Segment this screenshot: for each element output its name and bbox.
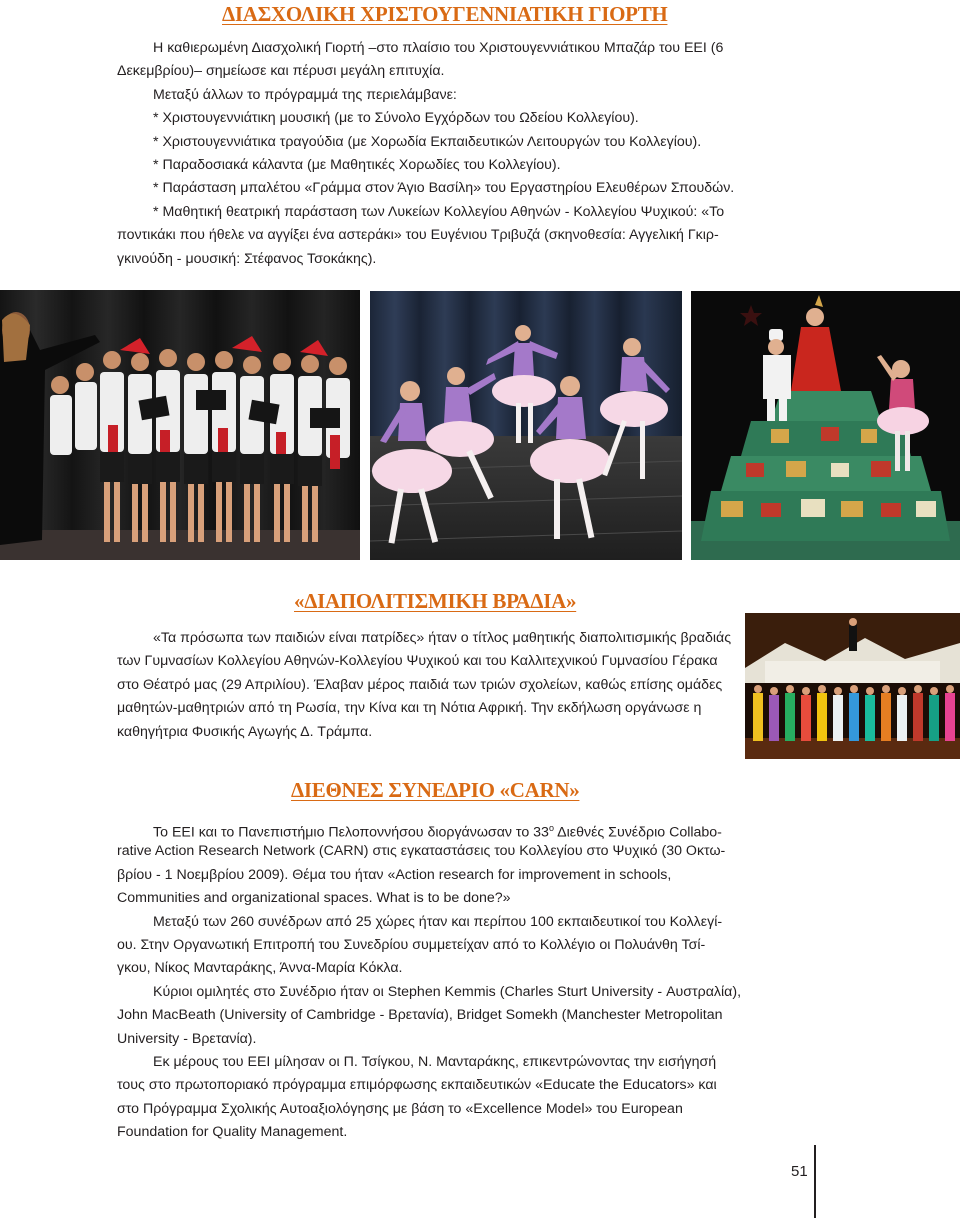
text-line: John MacBeath (University of Cambridge - Βρετανία), Bridget Somekh (Manchester Metropolitan: [117, 1007, 723, 1024]
text-line: rative Action Research Network (CARN) στις εγκαταστάσεις του Κολλεγίου στο Ψυχικό (30 Οκτω-: [117, 843, 726, 860]
text-line: Η καθιερωμένη Διασχολική Γιορτή –στο πλαίσιο του Χριστουγεννιάτικου Μπαζάρ του ΕΕΙ (6: [153, 40, 724, 56]
page-number-rule: [814, 1145, 816, 1218]
text-line: «Τα πρόσωπα των παιδιών είναι πατρίδες» ήταν ο τίτλος μαθητικής διαπολιτισμικής βραδιάς: [153, 630, 732, 646]
text-line: βρίου - 1 Νοεμβρίου 2009). Θέμα του ήταν «Action research for improvement in schools,: [117, 866, 672, 883]
list-item: * Παράσταση μπαλέτου «Γράμμα στον Άγιο Βασίλη» του Εργαστηρίου Ελευθέρων Σπουδών.: [153, 180, 735, 197]
text-line: στο Πρόγραμμα Σχολικής Αυτοαξιολόγησης με βάση το «Excellence Model» του European: [117, 1100, 683, 1117]
choir-photo: [0, 290, 360, 560]
text-line: [117, 817, 730, 840]
text-line: των Γυμνασίων Κολλεγίου Αθηνών-Κολλεγίου Ψυχικού και του Καλλιτεχνικού Γυμνασίου Γέρακα: [117, 653, 718, 670]
text-line: University - Βρετανία).: [117, 1030, 257, 1047]
section-title-intercultural-evening: «ΔΙΑΠΟΛΙΤΙΣΜΙΚΗ ΒΡΑΔΙΑ»: [294, 589, 577, 613]
text-line: Εκ μέρους του ΕΕΙ μίλησαν οι Π. Τσίγκου, Ν. Μανταράκης, επικεντρώνοντας την εισήγησή: [153, 1053, 717, 1070]
ballet-photo: [370, 291, 682, 560]
section-title-carn-conference: ΔΙΕΘΝΕΣ ΣΥΝΕΔΡΙΟ «CARN»: [291, 778, 580, 802]
intercultural-evening-text: [117, 627, 730, 744]
text-line: γκινούδη - μουσική: Στέφανος Τσοκάκης).: [117, 250, 377, 267]
list-item: * Χριστουγεννιάτικη μουσική (με το Σύνολο Εγχόρδων του Ωδείου Κολλεγίου).: [153, 110, 639, 127]
text-line: καθηγήτρια Φυσικής Αγωγής Δ. Τράμπα.: [117, 723, 373, 740]
text-line: Μεταξύ άλλων το πρόγραμμά της περιελάμβανε:: [153, 86, 457, 103]
text-line: Communities and organizational spaces. What is to be done?»: [117, 890, 511, 907]
section-title-christmas-celebration: ΔΙΑΣΧΟΛΙΚΗ ΧΡΙΣΤΟΥΓΕΝΝΙΑΤΙΚΗ ΓΙΟΡΤΗ: [222, 2, 668, 26]
superscript-ordinal: ο: [548, 823, 554, 833]
text-line: Μεταξύ των 260 συνέδρων από 25 χώρες ήταν και περίπου 100 εκπαιδευτικοί του Κολλεγί-: [153, 913, 723, 930]
list-item: * Παραδοσιακά κάλαντα (με Μαθητικές Χορωδίες του Κολλεγίου).: [153, 156, 561, 173]
text-line: Δεκεμβρίου)– σημείωσε και πέρυσι μεγάλη επιτυχία.: [117, 63, 445, 80]
text-line: Foundation for Quality Management.: [117, 1124, 348, 1141]
christmas-celebration-text: [117, 37, 735, 271]
text-fragment: Διεθνές Συνέδριο Collabo-: [553, 824, 722, 841]
list-item: * Χριστουγεννιάτικα τραγούδια (με Χορωδία Εκπαιδευτικών Λειτουργών του Κολλεγίου).: [153, 133, 702, 150]
text-line: ποντικάκι που ήθελε να αγγίξει ένα αστεράκι» του Ευγένιου Τριβυζά (σκηνοθεσία: Αγγελική Γκιρ-: [117, 227, 719, 244]
text-line: γκου, Νίκος Μανταράκης, Άννα-Μαρία Κόκλα.: [117, 960, 403, 977]
page-number: 51: [791, 1163, 808, 1180]
text-line: Κύριοι ομιλητές στο Συνέδριο ήταν οι Stephen Kemmis (Charles Sturt University - Αυστραλία),: [153, 983, 742, 1000]
text-fragment: Το ΕΕΙ και το Πανεπιστήμιο Πελοποννήσου διοργάνωσαν το 33: [153, 824, 549, 841]
text-line: ου. Στην Οργανωτική Επιτροπή του Συνεδρίου συμμετείχαν από το Κολλέγιο οι Πολυάνθη Τσί-: [117, 936, 706, 953]
text-line: στο Θέατρό μας (29 Απριλίου). Έλαβαν μέρος παιδιά των τριών σχολείων, καθώς επίσης ομάδες: [117, 676, 723, 693]
intercultural-stage-photo: [745, 613, 960, 759]
text-line: μαθητών-μαθητριών από τη Ρωσία, την Κίνα και τη Νότια Αφρική. Την εκδήλωση οργάνωσε η: [117, 700, 702, 717]
list-item: * Μαθητική θεατρική παράσταση των Λυκείων Κολλεγίου Αθηνών - Κολλεγίου Ψυχικού: «Το: [153, 203, 725, 220]
text-line: τους στο πρωτοποριακό πρόγραμμα επιμόρφωσης εκπαιδευτικών «Educate the Educators» και: [117, 1077, 717, 1094]
carn-conference-text: [117, 817, 742, 1144]
theatre-play-photo: [691, 291, 960, 560]
